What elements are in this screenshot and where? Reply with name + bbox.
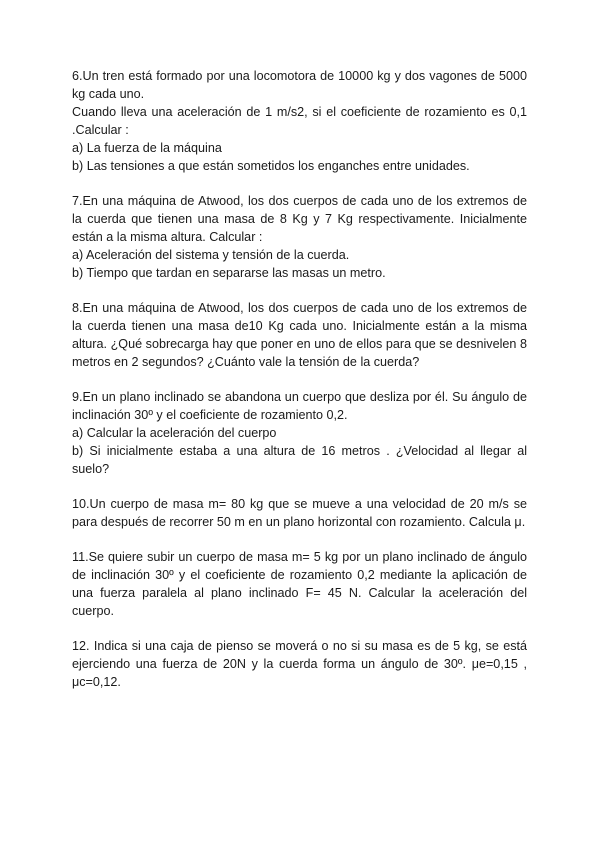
problem-statement: 9.En un plano inclinado se abandona un cuerpo que desliza por él. Su ángulo de inclinación 30º y el coeficiente de rozamiento 0,2. <box>72 390 527 422</box>
problem-7 <box>72 192 527 282</box>
problem-statement: 11.Se quiere subir un cuerpo de masa m= 5 kg por un plano inclinado de ángulo de inclinación 30º y el coeficiente de rozamiento 0,2 mediante la aplicación de una fuerza paralela al plano inclinado F= 45 N. Calcular la aceleración del cuerpo. <box>72 550 527 618</box>
problem-list <box>72 67 527 708</box>
problem-statement: 7.En una máquina de Atwood, los dos cuerpos de cada uno de los extremos de la cuerda que tienen una masa de 8 Kg y 7 Kg respectivamente. Inicialmente están a la misma altura. Calcular : <box>72 194 527 244</box>
sub-question-b: b) Si inicialmente estaba a una altura de 16 metros . ¿Velocidad al llegar al suelo? <box>72 444 527 476</box>
problem-statement: 6.Un tren está formado por una locomotora de 10000 kg y dos vagones de 5000 kg cada uno. <box>72 69 527 101</box>
problem-statement: 12. Indica si una caja de pienso se moverá o no si su masa es de 5 kg, se está ejerciendo una fuerza de 20N y la cuerda forma un ángulo de 30º. μe=0,15 , μc=0,12. <box>72 639 527 689</box>
sub-question-a: a) La fuerza de la máquina <box>72 141 222 155</box>
problem-11 <box>72 548 527 620</box>
problem-9 <box>72 388 527 478</box>
problem-statement: 8.En una máquina de Atwood, los dos cuerpos de cada uno de los extremos de la cuerda tienen una masa de10 Kg cada uno. Inicialmente están a la misma altura. ¿Qué sobrecarga hay que poner en uno de ellos para que se desnivelen 8 metros en 2 segundos? ¿Cuánto vale la tensión de la cuerda? <box>72 301 527 369</box>
problem-8 <box>72 299 527 371</box>
problem-6 <box>72 67 527 175</box>
sub-question-a: a) Calcular la aceleración del cuerpo <box>72 426 277 440</box>
sub-question-a: a) Aceleración del sistema y tensión de la cuerda. <box>72 248 350 262</box>
sub-question-b: b) Tiempo que tardan en separarse las masas un metro. <box>72 266 386 280</box>
problem-statement-continued: Cuando lleva una aceleración de 1 m/s2, si el coeficiente de rozamiento es 0,1 .Calcular : <box>72 105 527 137</box>
problem-10 <box>72 495 527 531</box>
problem-statement: 10.Un cuerpo de masa m= 80 kg que se mueve a una velocidad de 20 m/s se para después de recorrer 50 m en un plano horizontal con rozamiento. Calcula μ. <box>72 497 527 529</box>
sub-question-b: b) Las tensiones a que están sometidos los enganches entre unidades. <box>72 159 470 173</box>
problem-12 <box>72 637 527 691</box>
